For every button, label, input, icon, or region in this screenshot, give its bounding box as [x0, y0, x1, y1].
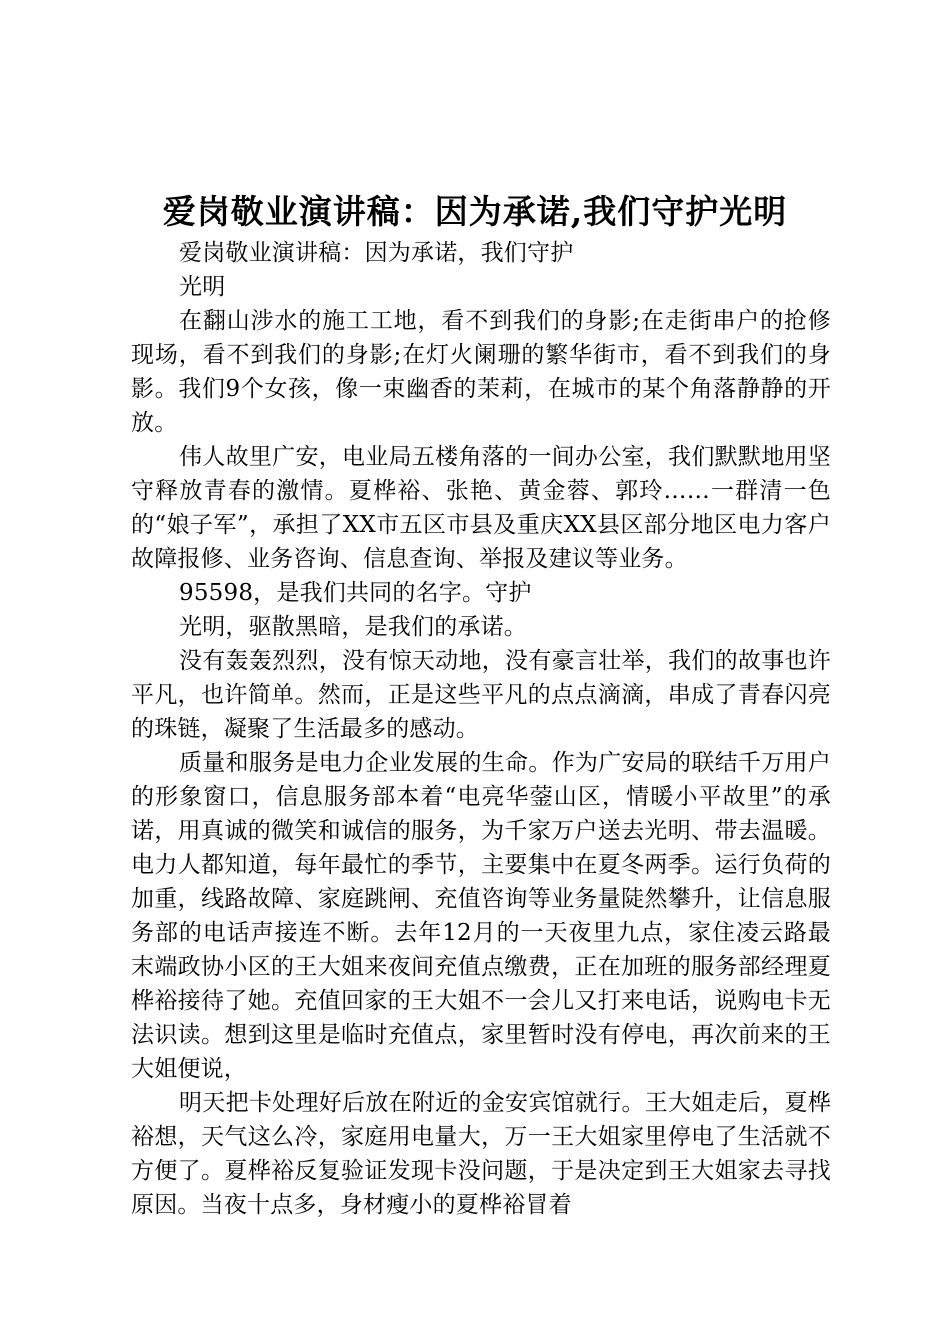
paragraph: 95598，是我们共同的名字。守护: [179, 580, 532, 606]
paragraph: 爱岗敬业演讲稿：因为承诺，我们守护: [179, 240, 574, 266]
paragraph: 在翻山涉水的施工工地，看不到我们的身影;在走街串户的抢修现场，看不到我们的身影;在灯火阑珊的繁华街市，看不到我们的身影。我们9个女孩，像一束幽香的茉莉，在城市的某个角落静静的开放。: [131, 308, 831, 436]
paragraph: 质量和服务是电力企业发展的生命。作为广安局的联结千万用户的形象窗口，信息服务部本着“电亮华蓥山区，情暖小平故里”的承诺，用真诚的微笑和诚信的服务，为千家万户送去光明、带去温暖。电力人都知道，每年最忙的季节，主要集中在夏冬两季。运行负荷的加重，线路故障、家庭跳闸、充值咨询等业务量陡然攀升，让信息服务部的电话声接连不断。去年12月的一天夜里九点，家住凌云路最末端政协小区的王大姐来夜间充值点缴费，正在加班的服务部经理夏桦裕接待了她。充值回家的王大姐不一会儿又打来电话，说购电卡无法识读。想到这里是临时充值点，家里暂时没有停电，再次前来的王大姐便说，: [131, 750, 831, 1082]
paragraph: 光明，驱散黑暗，是我们的承诺。: [179, 614, 527, 640]
paragraph: 光明: [179, 274, 226, 300]
document-title: 爱岗敬业演讲稿：因为承诺,我们守护光明: [162, 192, 788, 231]
paragraph: 没有轰轰烈烈，没有惊天动地，没有豪言壮举，我们的故事也许平凡，也许简单。然而，正是这些平凡的点点滴滴，串成了青春闪亮的珠链，凝聚了生活最多的感动。: [131, 648, 831, 742]
paragraph: 伟人故里广安，电业局五楼角落的一间办公室，我们默默地用坚守释放青春的激情。夏桦裕、张艳、黄金蓉、郭玲……一群清一色的“娘子军”，承担了XX市五区市县及重庆XX县区部分地区电力客户故障报修、业务咨询、信息查询、举报及建议等业务。: [131, 444, 831, 572]
document-body: [131, 236, 831, 1222]
paragraph: 明天把卡处理好后放在附近的金安宾馆就行。王大姐走后，夏桦裕想，天气这么冷，家庭用电量大，万一王大姐家里停电了生活就不方便了。夏桦裕反复验证发现卡没问题，于是决定到王大姐家去寻找原因。当夜十点多，身材瘦小的夏桦裕冒着: [131, 1090, 831, 1218]
